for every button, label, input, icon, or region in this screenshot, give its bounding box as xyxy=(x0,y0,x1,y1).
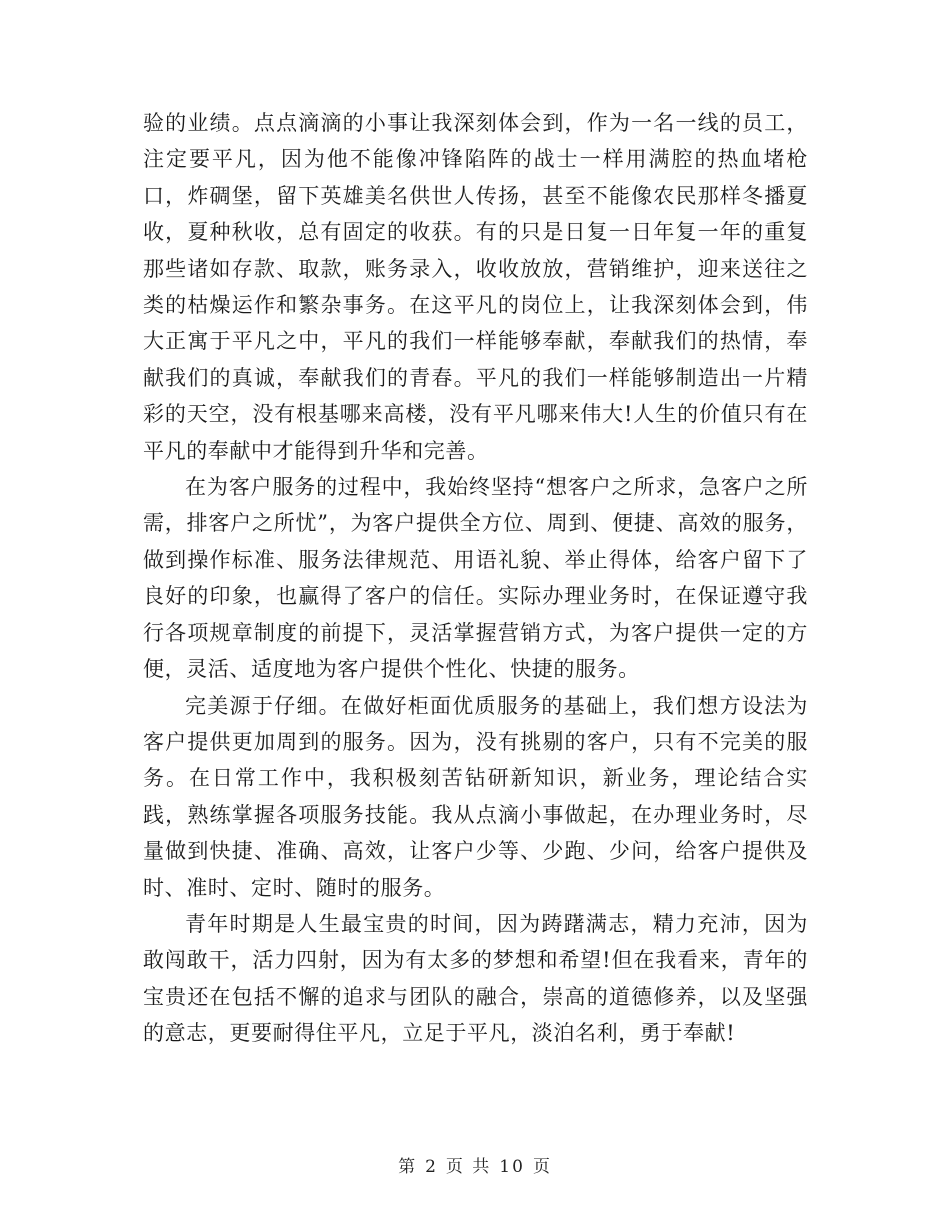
footer-total-pages: 10 xyxy=(499,1157,525,1177)
footer-prefix: 第 xyxy=(398,1157,418,1177)
page-footer xyxy=(0,1152,950,1177)
paragraph-1: 验的业绩。点点滴滴的小事让我深刻体会到，作为一名一线的员工，注定要平凡，因为他不能像冲锋陷阵的战士一样用满腔的热血堵枪口，炸碉堡，留下英雄美名供世人传扬，甚至不能像农民那样冬播夏收，夏种秋收，总有固定的收获。有的只是日复一日年复一年的重复那些诸如存款、取款，账务录入，收收放放，营销维护，迎来送往之类的枯燥运作和繁杂事务。在这平凡的岗位上，让我深刻体会到，伟大正寓于平凡之中，平凡的我们一样能够奉献，奉献我们的热情，奉献我们的真诚，奉献我们的青春。平凡的我们一样能够制造出一片精彩的天空，没有根基哪来高楼，没有平凡哪来伟大!人生的价值只有在平凡的奉献中才能得到升华和完善。 xyxy=(143,111,808,463)
footer-page-number: 2 xyxy=(425,1157,438,1177)
footer-mid: 页 共 xyxy=(445,1157,492,1177)
document-body xyxy=(143,105,808,1052)
footer-suffix: 页 xyxy=(532,1157,552,1177)
paragraph-2: 在为客户服务的过程中，我始终坚持“想客户之所求，急客户之所需，排客户之所忧”，为客户提供全方位、周到、便捷、高效的服务，做到操作标准、服务法律规范、用语礼貌、举止得体，给客户留下了良好的印象，也赢得了客户的信任。实际办理业务时，在保证遵守我行各项规章制度的前提下，灵活掌握营销方式，为客户提供一定的方便，灵活、适度地为客户提供个性化、快捷的服务。 xyxy=(143,475,808,682)
paragraph-4: 青年时期是人生最宝贵的时间，因为踌躇满志，精力充沛，因为敢闯敢干，活力四射，因为有太多的梦想和希望!但在我看来，青年的宝贵还在包括不懈的追求与团队的融合，崇高的道德修养，以及坚强的意志，更要耐得住平凡，立足于平凡，淡泊名利，勇于奉献! xyxy=(143,911,808,1046)
paragraph-3: 完美源于仔细。在做好柜面优质服务的基础上，我们想方设法为客户提供更加周到的服务。因为，没有挑剔的客户，只有不完美的服务。在日常工作中，我积极刻苦钻研新知识，新业务，理论结合实践，熟练掌握各项服务技能。我从点滴小事做起，在办理业务时，尽量做到快捷、准确、高效，让客户少等、少跑、少问，给客户提供及时、准时、定时、随时的服务。 xyxy=(143,693,808,900)
